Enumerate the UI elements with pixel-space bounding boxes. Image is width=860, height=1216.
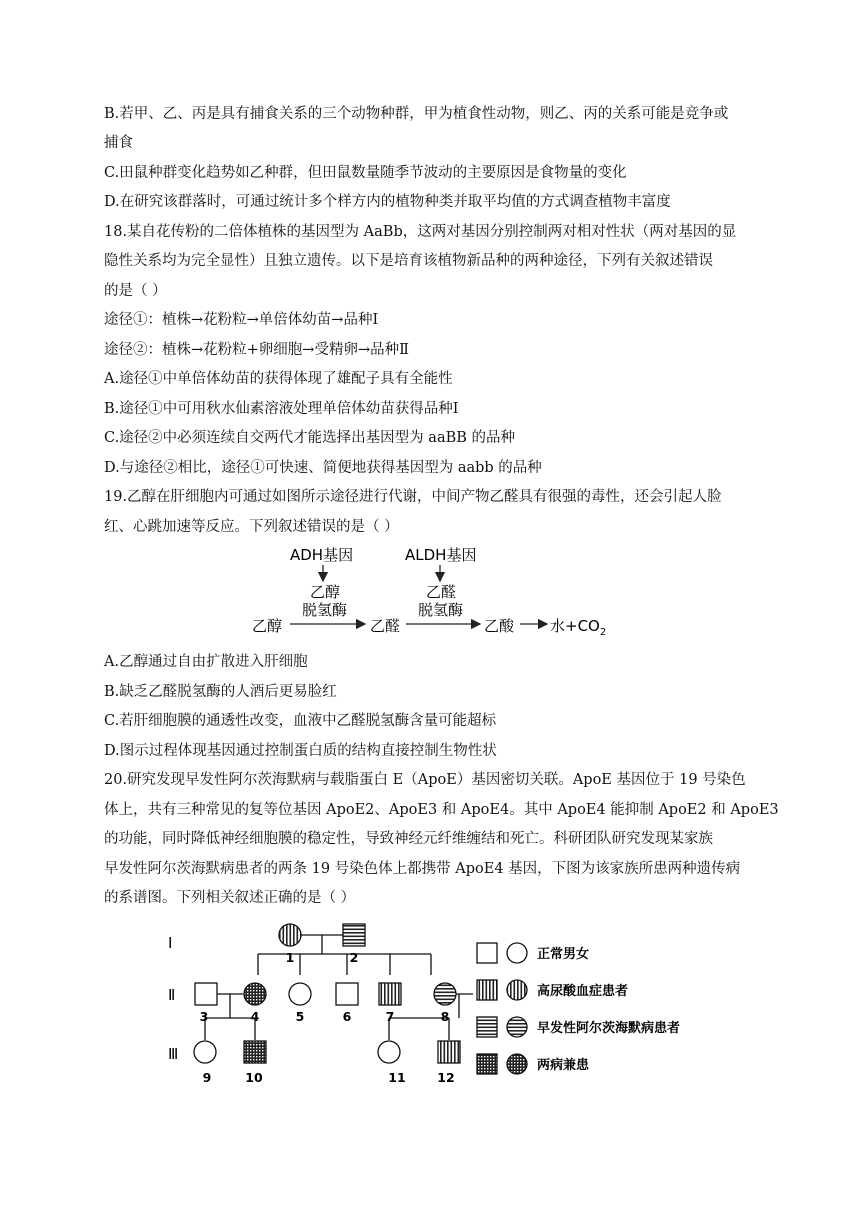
- legend-alzheimer-male-symbol: [477, 1017, 497, 1037]
- text-line: 18.某自花传粉的二倍体植株的基因型为 AaBb，这两对基因分别控制两对相对性状（两对基因的显: [104, 224, 737, 240]
- text-line: 隐性关系均为完全显性）且独立遗传。以下是培育该植物新品种的两种途径，下列有关叙述错误: [104, 253, 713, 269]
- generation-II: Ⅱ: [168, 986, 176, 1004]
- enzyme2-line2: 脱氢酶: [418, 601, 464, 619]
- id-label: 9: [202, 1070, 212, 1085]
- generation-III: Ⅲ: [168, 1045, 179, 1063]
- text-line: 捕食: [104, 135, 133, 151]
- id-label: 6: [342, 1009, 352, 1024]
- individual-4: [244, 983, 266, 1005]
- id-label: 3: [199, 1009, 209, 1024]
- text-line: C.田鼠种群变化趋势如乙种群，但田鼠数量随季节波动的主要原因是食物量的变化: [104, 165, 627, 181]
- id-label: 1: [285, 950, 295, 965]
- legend-hyperuricemia-male-symbol: [477, 980, 497, 1000]
- text-line: B.若甲、乙、丙是具有捕食关系的三个动物种群，甲为植食性动物，则乙、丙的关系可能是竞争或: [104, 106, 729, 122]
- text-line: C.途径②中必须连续自交两代才能选择出基因型为 aaBB 的品种: [104, 430, 516, 446]
- pedigree-legend: [477, 943, 680, 1074]
- legend-normal-female-symbol: [507, 943, 527, 963]
- text-line: D.与途径②相比，途径①可快速、简便地获得基因型为 aabb 的品种: [104, 460, 542, 476]
- pedigree-chart: [160, 918, 720, 1093]
- acetaldehyde-label: 乙醛: [370, 617, 401, 635]
- text-line: B.途径①中可用秋水仙素溶液处理单倍体幼苗获得品种Ⅰ: [104, 401, 459, 417]
- id-label: 5: [295, 1009, 305, 1024]
- text-line: 体上，共有三种常见的复等位基因 ApoE2、ApoE3 和 ApoE4。其中 ApoE4 能抑制 ApoE2 和 ApoE3: [104, 802, 779, 818]
- alcohol-metabolism-diagram: [250, 544, 630, 640]
- individual-3: [195, 983, 217, 1005]
- text-line: 途径②：植株→花粉粒+卵细胞→受精卵→品种Ⅱ: [104, 342, 409, 358]
- legend-both-male-symbol: [477, 1054, 497, 1074]
- id-label: 8: [440, 1009, 450, 1024]
- enzyme1-line2: 脱氢酶: [302, 601, 348, 619]
- enzyme2-line1: 乙醛: [426, 583, 457, 601]
- id-label: 10: [245, 1070, 263, 1085]
- individual-1: [279, 924, 301, 946]
- id-label: 4: [250, 1009, 260, 1024]
- text-line: 早发性阿尔茨海默病患者的两条 19 号染色体上都携带 ApoE4 基因，下图为该家族所患两种遗传病: [104, 861, 741, 877]
- individual-12: [438, 1041, 460, 1063]
- individual-11: [378, 1041, 400, 1063]
- product-label: 水$+CO_2$: [550, 617, 607, 638]
- generation-I: Ⅰ: [168, 934, 173, 952]
- text-line: B.缺乏乙醛脱氢酶的人酒后更易脸红: [104, 684, 337, 700]
- individual-8: [434, 983, 456, 1005]
- legend-label-both: 两病兼患: [537, 1058, 590, 1073]
- legend-label-hyperuricemia: 高尿酸血症患者: [537, 984, 629, 999]
- acetic-acid-label: 乙酸: [484, 617, 515, 635]
- individual-7: [379, 983, 401, 1005]
- individual-5: [289, 983, 311, 1005]
- text-line: 19.乙醇在肝细胞内可通过如图所示途径进行代谢，中间产物乙醛具有很强的毒性，还会引起人脸: [104, 489, 722, 505]
- text-line: 途径①：植株→花粉粒→单倍体幼苗→品种Ⅰ: [104, 312, 379, 328]
- adh-gene-label: ADH基因: [290, 546, 354, 564]
- legend-hyperuricemia-female-symbol: [507, 980, 527, 1000]
- text-line: 红、心跳加速等反应。下列叙述错误的是（ ）: [104, 519, 399, 535]
- legend-label-normal: 正常男女: [537, 947, 590, 962]
- individual-2: [343, 924, 365, 946]
- individual-10: [244, 1041, 266, 1063]
- text-line: 的系谱图。下列相关叙述正确的是（ ）: [104, 890, 356, 906]
- text-line: A.乙醇通过自由扩散进入肝细胞: [104, 654, 308, 670]
- enzyme1-line1: 乙醇: [310, 583, 341, 601]
- id-label: 7: [385, 1009, 395, 1024]
- text-line: C.若肝细胞膜的通透性改变，血液中乙醛脱氢酶含量可能超标: [104, 713, 497, 729]
- legend-alzheimer-female-symbol: [507, 1017, 527, 1037]
- text-line: A.途径①中单倍体幼苗的获得体现了雄配子具有全能性: [104, 371, 453, 387]
- text-line: D.图示过程体现基因通过控制蛋白质的结构直接控制生物性状: [104, 743, 497, 759]
- individual-9: [194, 1041, 216, 1063]
- legend-label-alzheimer: 早发性阿尔茨海默病患者: [537, 1021, 681, 1036]
- legend-both-female-symbol: [507, 1054, 527, 1074]
- id-label: 2: [349, 950, 359, 965]
- aldh-gene-label: ALDH基因: [405, 546, 477, 564]
- id-label: 11: [388, 1070, 406, 1085]
- text-line: 20.研究发现早发性阿尔茨海默病与载脂蛋白 E（ApoE）基因密切关联。ApoE 基因位于 19 号染色: [104, 772, 746, 788]
- text-line: 的功能，同时降低神经细胞膜的稳定性，导致神经元纤维缠结和死亡。科研团队研究发现某家族: [104, 831, 713, 847]
- ethanol-label: 乙醇: [252, 617, 283, 635]
- individual-6: [336, 983, 358, 1005]
- id-label: 12: [437, 1070, 455, 1085]
- text-line: 的是（ ）: [104, 283, 167, 299]
- text-line: D.在研究该群落时，可通过统计多个样方内的植物种类并取平均值的方式调查植物丰富度: [104, 194, 671, 210]
- legend-normal-male-symbol: [477, 943, 497, 963]
